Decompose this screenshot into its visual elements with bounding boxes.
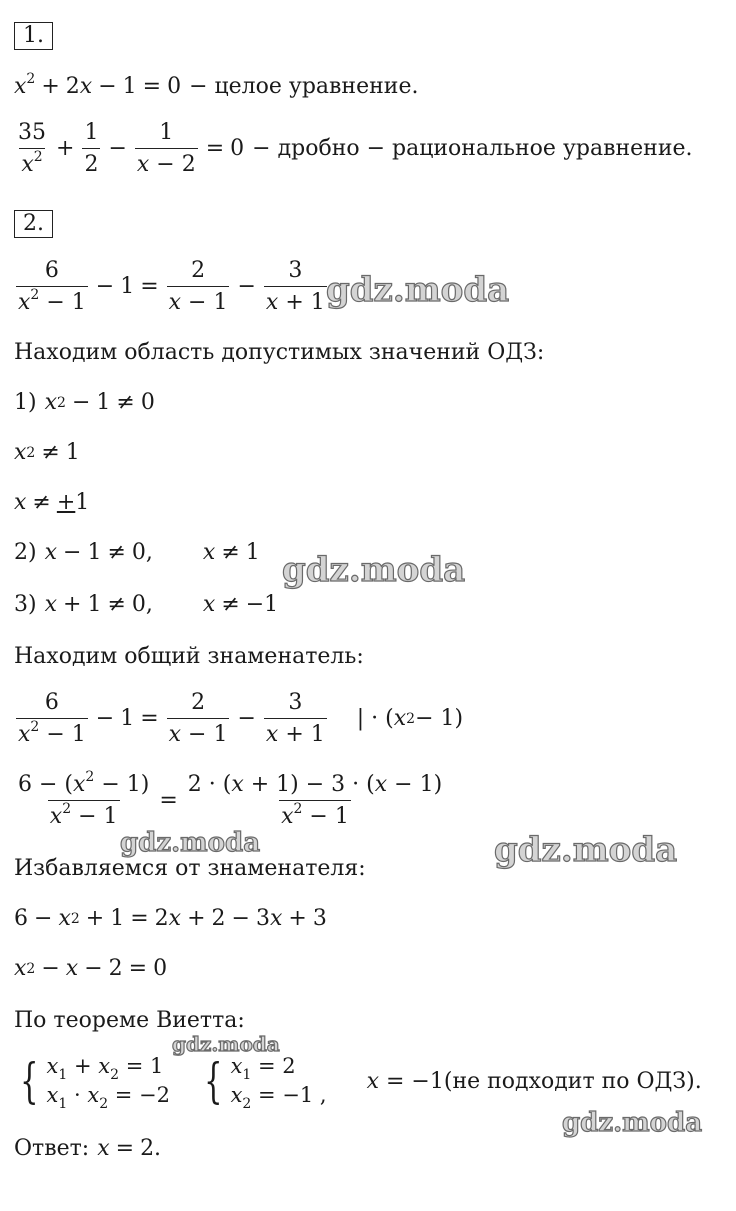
odz-step-1c: x ≠ + 1: [14, 490, 90, 515]
watermark: gdz.moda: [326, 270, 510, 310]
equation-quadratic: x 2 − x − 2 = 0: [14, 956, 168, 981]
watermark: gdz.moda: [494, 830, 678, 870]
vieta-systems: { $x_1 + x_2 = 1$ $x_1 \cdot x_2 = -2$ { $x_1 = 2$ $x_2 = -1$ , x = −1 (не подходит по ОДЗ).: [14, 1052, 702, 1110]
common-denominator-heading: Находим общий знаменатель:: [14, 644, 364, 669]
watermark: gdz.moda: [172, 1032, 280, 1056]
answer: Ответ: x = 2.: [14, 1136, 162, 1161]
section-number-1: 1.: [14, 22, 53, 50]
watermark: gdz.moda: [562, 1108, 703, 1138]
odz-step-2: 2) x − 1 ≠ 0, x ≠ 1: [14, 540, 260, 565]
equation-fractional-label: − дробно − рациональное уравнение.: [252, 136, 693, 161]
equation-integer: $x^2 + 2x - 1 = 0$ − целое уравнение.: [14, 71, 419, 99]
vieta-system-1: { $x_1 + x_2 = 1$ $x_1 \cdot x_2 = -2$: [20, 1053, 171, 1112]
watermark: gdz.moda: [120, 828, 261, 858]
odz-step-1: 1) x 2 − 1 ≠ 0: [14, 390, 155, 415]
odz-step-1b: x 2 ≠ 1: [14, 440, 80, 465]
equation-multiply: $\frac{6}{x^2 - 1}$ − 1 = $\frac{2}{x - 1}$ − $\frac{3}{x + 1}$ | · ( x 2 − 1): [18, 690, 464, 747]
equation-fractional: $\frac{35}{x^2}$ + $\frac{1}{2}$ − $\frac{1}{x - 2}$ = 0 − дробно − рациональное уравнение.: [18, 120, 693, 177]
remove-denominator-heading: Избавляемся от знаменателя:: [14, 856, 366, 881]
reject-note: (не подходит по ОДЗ).: [443, 1068, 702, 1094]
vieta-heading: По теореме Виетта:: [14, 1008, 245, 1033]
equation-integer-label: − целое уравнение.: [189, 74, 419, 99]
odz-step-3: 3) x + 1 ≠ 0, x ≠ −1: [14, 592, 279, 617]
equation-expanded: 6 − x 2 + 1 = 2 x + 2 − 3 x + 3: [14, 906, 327, 931]
watermark: gdz.moda: [282, 550, 466, 590]
vieta-system-2: { $x_1 = 2$ $x_2 = -1$ ,: [204, 1053, 327, 1112]
odz-heading: Находим область допустимых значений ОДЗ:: [14, 340, 545, 365]
section-number-2: 2.: [14, 210, 53, 238]
equation-main: $\frac{6}{x^2 - 1}$ − 1 = $\frac{2}{x - 1}$ − $\frac{3}{x + 1}$: [18, 258, 325, 315]
equation-combined: $\frac{6 - (x^2 - 1)}{x^2 - 1}$ = $\frac{2 \cdot (x + 1) - 3 \cdot (x - 1)}{x^2 - 1}$: [18, 769, 443, 829]
